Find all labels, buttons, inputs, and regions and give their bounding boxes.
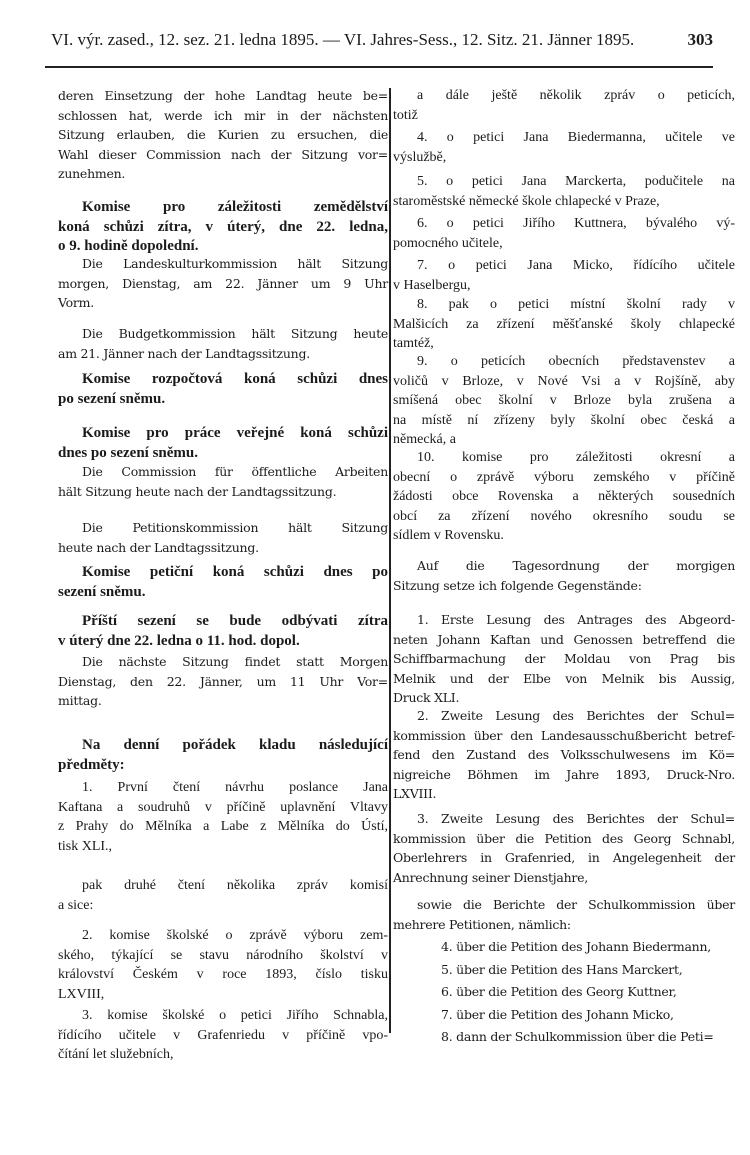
text-line: 10. komise pro záležitosti okresní a bbox=[417, 450, 735, 465]
text-line: a sice: bbox=[58, 897, 94, 913]
paragraph bbox=[393, 448, 735, 546]
text-line: heute nach der Landtagssitzung. bbox=[58, 539, 259, 555]
text-line: Příští sezení se bude odbývati zítra bbox=[82, 613, 388, 629]
text-line: z Prahy do Mělníka a Labe z Mělníka do Ústí, bbox=[58, 819, 388, 834]
text-line: Kaftana a soudruhů v příčině uplavnění Vltavy bbox=[58, 799, 388, 815]
text-line: schlossen hat, werde ich mir in der nächsten bbox=[58, 107, 388, 123]
text-line: Druck XLI. bbox=[393, 690, 460, 705]
paragraph bbox=[58, 778, 388, 856]
list-item: 4. über die Petition des Johann Biedermann, bbox=[441, 939, 711, 954]
text-line: Komise petiční koná schůzi dnes po bbox=[82, 564, 388, 580]
text-line: tamtéž, bbox=[393, 336, 434, 351]
text-line: předměty: bbox=[58, 756, 125, 773]
text-line: Vorm. bbox=[58, 295, 94, 310]
paragraph bbox=[58, 563, 388, 602]
header-rule bbox=[45, 66, 713, 68]
text-line: výslužbě, bbox=[393, 149, 447, 165]
paragraph bbox=[393, 556, 735, 595]
text-line: německá, a bbox=[393, 432, 456, 447]
text-line: kommission über die Petition des Georg Schnabl, bbox=[393, 830, 735, 846]
text-line: hält Sitzung heute nach der Landtagssitzung. bbox=[58, 483, 337, 499]
text-line: Die Budgetkommission hält Sitzung heute bbox=[82, 326, 388, 341]
text-line: 1. První čtení návrhu poslance Jana bbox=[82, 780, 388, 795]
list-item: 8. dann der Schulkommission über die Peti= bbox=[441, 1029, 714, 1044]
paragraph bbox=[58, 254, 388, 313]
text-line: Die nächste Sitzung findet statt Morgen bbox=[82, 654, 388, 669]
text-line: 7. o petici Jana Micko, řídícího učitele bbox=[417, 258, 735, 273]
text-line: sídlem v Rovensku. bbox=[393, 528, 504, 543]
paragraph bbox=[393, 706, 735, 804]
text-line: 2. Zweite Lesung des Berichtes der Schul= bbox=[417, 708, 735, 723]
text-line: 6. o petici Jiřího Kuttnera, bývalého vý- bbox=[417, 216, 735, 231]
paragraph bbox=[58, 86, 388, 184]
text-line: Wahl dieser Commission nach der Sitzung vor= bbox=[58, 146, 388, 162]
paragraph bbox=[393, 128, 735, 167]
text-line: na místě ní zřízeny byly školní obec česká a bbox=[393, 412, 735, 428]
paragraph bbox=[58, 462, 388, 501]
paragraph bbox=[393, 352, 735, 450]
text-line: o 9. hodině dopolední. bbox=[58, 238, 199, 254]
text-line: 8. pak o petici místní školní rady v bbox=[417, 297, 735, 312]
list-item: 7. über die Petition des Johann Micko, bbox=[441, 1006, 674, 1022]
text-line: pak druhé čtení několika zpráv komisí bbox=[82, 878, 388, 893]
text-line: Melnik und der Elbe von Melnik bis Aussig, bbox=[393, 670, 735, 686]
paragraph bbox=[393, 256, 735, 295]
text-line: koná schůzi zítra, v úterý, dne 22. ledna, bbox=[58, 218, 388, 235]
paragraph bbox=[58, 198, 388, 257]
list-item: 5. über die Petition des Hans Marckert, bbox=[441, 961, 683, 977]
paragraph bbox=[393, 610, 735, 708]
text-line: Komise pro práce veřejné koná schůzi bbox=[82, 425, 388, 441]
text-line: deren Einsetzung der hohe Landtag heute be= bbox=[58, 88, 388, 103]
text-line: obcí za zřízení nového okresního soudu se bbox=[393, 508, 735, 524]
text-line: fend den Zustand des Volksschulwesens im Kö= bbox=[393, 747, 735, 762]
text-line: žádosti obce Rovenska a některých sousedních bbox=[393, 489, 735, 504]
text-line: Komise pro záležitosti zemědělství bbox=[82, 199, 388, 215]
text-line: voličů v Brloze, v Nové Vsi a v Rojšíně, aby bbox=[393, 373, 735, 389]
paragraph bbox=[58, 736, 388, 775]
text-line: čítání let služebních, bbox=[58, 1047, 174, 1062]
paragraph bbox=[393, 809, 735, 887]
text-line: obecní o zprávě výboru zemského v příčině bbox=[393, 469, 735, 485]
text-line: morgen, Dienstag, am 22. Jänner um 9 Uhr bbox=[58, 275, 388, 291]
text-line: Oberlehrers in Grafenried, in Angelegenheit der bbox=[393, 850, 735, 865]
paragraph bbox=[393, 895, 735, 934]
text-line: staroměstské německé škole chlapecké v Praze, bbox=[393, 193, 660, 209]
text-line: zunehmen. bbox=[58, 166, 126, 181]
header-title: VI. výr. zased., 12. sez. 21. ledna 1895. — VI. Jahres-Sess., 12. Sitz. 21. Jänner 1895. bbox=[51, 30, 635, 49]
list-item: 6. über die Petition des Georg Kuttner, bbox=[441, 984, 677, 999]
text-line: 1. Erste Lesung des Antrages des Abgeord- bbox=[417, 612, 735, 627]
petition-list bbox=[393, 936, 735, 1049]
text-line: sowie die Berichte der Schulkommission über bbox=[417, 897, 735, 912]
text-line: sezení sněmu. bbox=[58, 583, 146, 600]
text-line: po sezení sněmu. bbox=[58, 390, 166, 407]
paragraph bbox=[393, 86, 735, 125]
paragraph bbox=[58, 324, 388, 363]
text-line: 3. komise školské o petici Jiřího Schnabla, bbox=[82, 1008, 388, 1023]
text-line: smíšená obec školní v Brloze byla zrušena a bbox=[393, 393, 735, 408]
text-line: LXVIII, bbox=[58, 986, 105, 1002]
text-line: ského, týkající se stavu národního školství v bbox=[58, 947, 388, 963]
text-line: nigreiche Böhmen im Jahre 1893, Druck-Nro. bbox=[393, 766, 735, 782]
paragraph bbox=[58, 1006, 388, 1065]
text-line: dnes po sezení sněmu. bbox=[58, 444, 199, 461]
text-line: 9. o peticích obecních představenstev a bbox=[417, 354, 735, 369]
text-line: v Haselbergu, bbox=[393, 277, 471, 293]
text-line: Malšicích za zřízení měšťanské školy chlapecké bbox=[393, 316, 735, 332]
text-line: Na denní pořádek kladu následující bbox=[82, 737, 388, 753]
paragraph bbox=[58, 518, 388, 557]
text-line: pomocného učitele, bbox=[393, 235, 503, 251]
text-line: am 21. Jänner nach der Landtagssitzung. bbox=[58, 345, 310, 361]
text-line: Anrechnung seiner Dienstjahre, bbox=[393, 869, 588, 885]
paragraph bbox=[58, 424, 388, 463]
running-header bbox=[45, 30, 713, 54]
text-line: Schiffbarmachung der Moldau von Prag bis bbox=[393, 651, 735, 666]
text-line: neten Johann Kaftan und Genossen betreffend die bbox=[393, 631, 735, 647]
text-line: Die Landeskulturkommission hält Sitzung bbox=[82, 256, 388, 271]
paragraph bbox=[393, 172, 735, 211]
paragraph bbox=[393, 214, 735, 253]
text-line: 5. o petici Jana Marckerta, podučitele na bbox=[417, 174, 735, 189]
text-line: království Českém v roce 1893, číslo tisku bbox=[58, 967, 388, 982]
text-line: LXVIII. bbox=[393, 786, 437, 801]
text-line: řídícího učitele v Grafenriedu v příčině vpo- bbox=[58, 1027, 388, 1043]
text-line: Sitzung setze ich folgende Gegenstände: bbox=[393, 577, 642, 593]
text-line: kommission über den Landesausschußbericht betref- bbox=[393, 727, 735, 743]
text-line: a dále ještě několik zpráv o peticích, bbox=[417, 88, 735, 103]
text-line: Die Petitionskommission hält Sitzung bbox=[82, 520, 388, 535]
paragraph bbox=[58, 652, 388, 711]
text-line: Komise rozpočtová koná schůzi dnes bbox=[82, 371, 388, 387]
paragraph bbox=[58, 370, 388, 409]
paragraph bbox=[58, 612, 388, 651]
text-line: totiž bbox=[393, 107, 418, 123]
paragraph bbox=[393, 295, 735, 354]
paragraph bbox=[58, 926, 388, 1004]
text-line: v úterý dne 22. ledna o 11. hod. dopol. bbox=[58, 632, 300, 649]
text-line: tisk XLI., bbox=[58, 838, 113, 854]
page-number: 303 bbox=[687, 30, 713, 49]
text-line: Auf die Tagesordnung der morgigen bbox=[417, 558, 735, 573]
text-line: mehrere Petitionen, nämlich: bbox=[393, 916, 571, 932]
text-line: 3. Zweite Lesung des Berichtes der Schul= bbox=[417, 811, 735, 826]
text-line: mittag. bbox=[58, 693, 102, 708]
text-line: 2. komise školské o zprávě výboru zem- bbox=[82, 928, 388, 943]
text-line: Sitzung erlauben, die Kurien zu ersuchen, die bbox=[58, 127, 388, 142]
paragraph bbox=[58, 876, 388, 915]
column-divider bbox=[389, 88, 391, 1033]
text-line: 4. o petici Jana Biedermanna, učitele ve bbox=[417, 130, 735, 145]
text-line: Dienstag, den 22. Jänner, um 11 Uhr Vor= bbox=[58, 673, 388, 689]
text-line: Die Commission für öffentliche Arbeiten bbox=[82, 464, 388, 479]
